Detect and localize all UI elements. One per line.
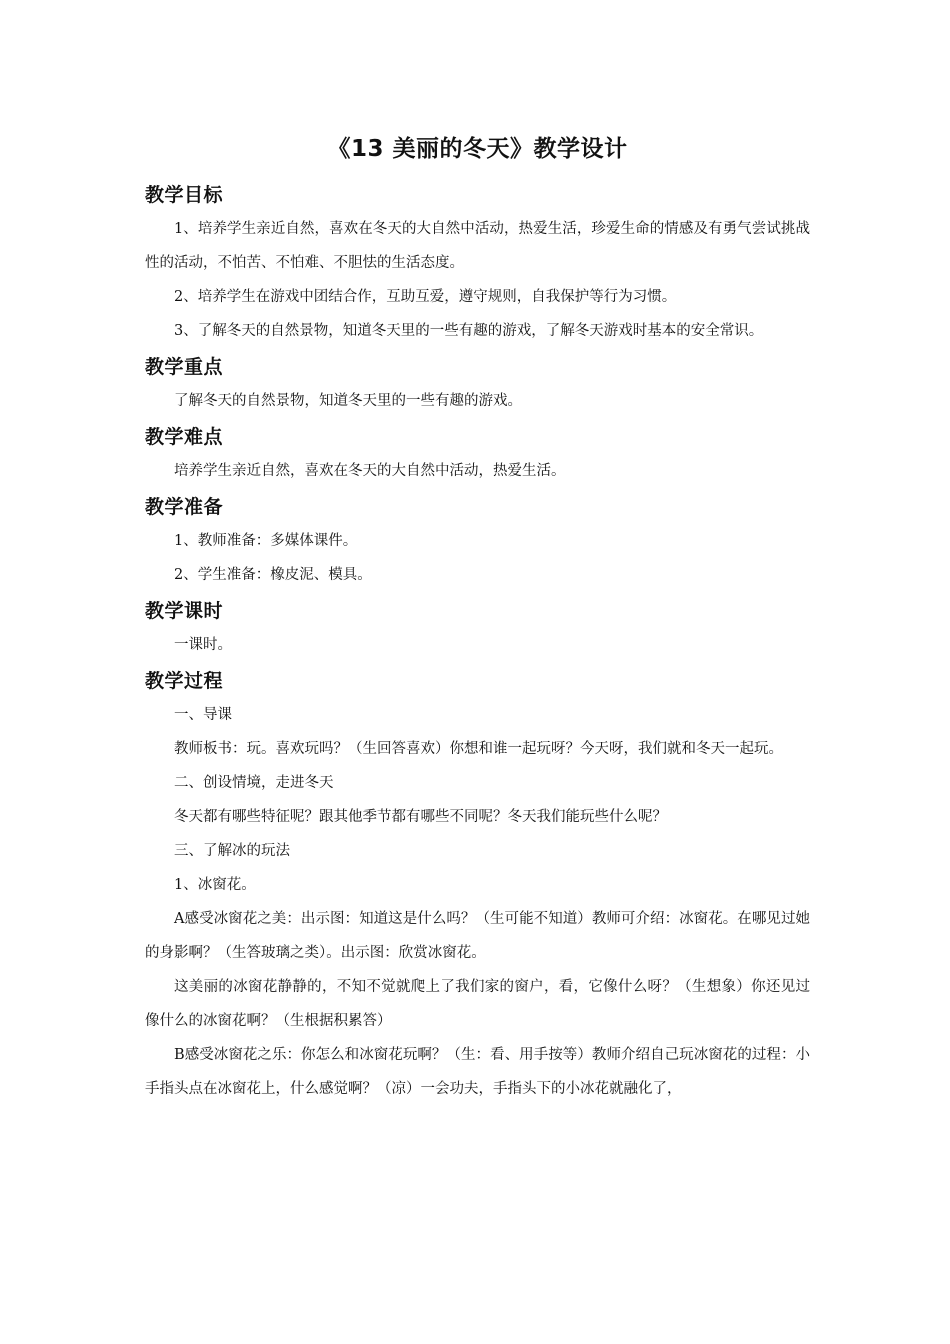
preparation-item: 1、教师准备：多媒体课件。	[174, 533, 358, 549]
section-heading-difficulties: 教学难点	[145, 426, 224, 448]
section-heading-duration: 教学课时	[145, 600, 224, 622]
process-subheading: 1、冰窗花。	[174, 877, 256, 893]
duration-text: 一课时。	[174, 637, 232, 653]
process-subheading: 二、创设情境，走进冬天	[174, 775, 334, 791]
process-paragraph: B感受冰窗花之乐：你怎么和冰窗花玩啊？（生：看、用手按等）教师介绍自己玩冰窗花的过程：小手指头点在冰窗花上，什么感觉啊？（凉）一会功夫，手指头下的小冰花就融化了，	[145, 1047, 810, 1097]
goal-item: 3、了解冬天的自然景物，知道冬天里的一些有趣的游戏，了解冬天游戏时基本的安全常识。	[174, 323, 764, 339]
section-heading-goals: 教学目标	[145, 184, 224, 206]
process-paragraph: A感受冰窗花之美：出示图：知道这是什么吗？（生可能不知道）教师可介绍：冰窗花。在哪见过她的身影啊？（生答玻璃之类）。出示图：欣赏冰窗花。	[145, 911, 810, 961]
preparation-item: 2、学生准备：橡皮泥、模具。	[174, 567, 372, 583]
document-page	[145, 128, 810, 1106]
process-paragraph: 冬天都有哪些特征呢？跟其他季节都有哪些不同呢？冬天我们能玩些什么呢？	[174, 809, 667, 825]
goal-item: 1、培养学生亲近自然，喜欢在冬天的大自然中活动，热爱生活，珍爱生命的情感及有勇气尝试挑战性的活动，不怕苦、不怕难、不胆怯的生活态度。	[145, 221, 810, 271]
section-heading-key-points: 教学重点	[145, 356, 224, 378]
document-title: 《13 美丽的冬天》教学设计	[327, 136, 628, 162]
process-paragraph: 教师板书：玩。喜欢玩吗？（生回答喜欢）你想和谁一起玩呀？今天呀，我们就和冬天一起玩。	[174, 741, 783, 757]
goal-item: 2、培养学生在游戏中团结合作，互助互爱，遵守规则，自我保护等行为习惯。	[174, 289, 677, 305]
process-paragraph: 这美丽的冰窗花静静的，不知不觉就爬上了我们家的窗户，看，它像什么呀？（生想象）你还见过像什么的冰窗花啊？（生根据积累答）	[145, 979, 810, 1029]
section-heading-process: 教学过程	[145, 670, 224, 692]
process-subheading: 一、导课	[174, 707, 232, 723]
key-points-text: 了解冬天的自然景物，知道冬天里的一些有趣的游戏。	[174, 393, 522, 409]
process-subheading: 三、了解冰的玩法	[174, 843, 290, 859]
section-heading-preparation: 教学准备	[145, 496, 224, 518]
difficulties-text: 培养学生亲近自然，喜欢在冬天的大自然中活动，热爱生活。	[174, 463, 566, 479]
